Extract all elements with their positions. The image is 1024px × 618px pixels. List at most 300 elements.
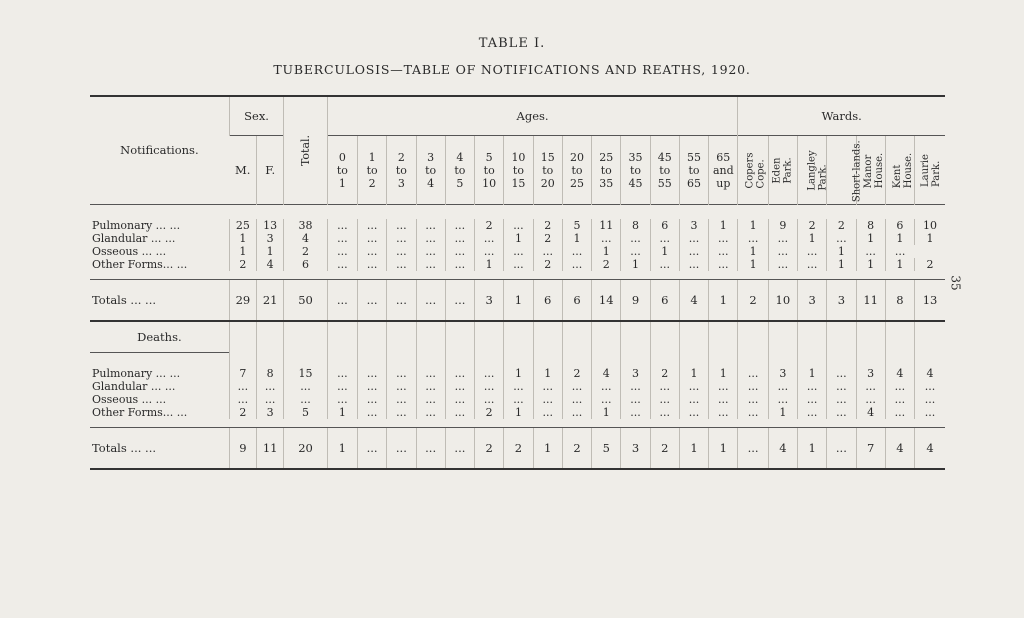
table-cell: ... bbox=[475, 232, 504, 245]
table-cell: 3 bbox=[856, 367, 885, 380]
table-cell: 2 bbox=[827, 219, 856, 232]
table-cell: 2 bbox=[738, 280, 768, 322]
table-cell: ... bbox=[915, 393, 945, 406]
table-cell: 15 bbox=[284, 367, 327, 380]
table-cell: ... bbox=[885, 380, 914, 393]
table-cell: ... bbox=[709, 380, 738, 393]
table-cell: 1 bbox=[709, 219, 738, 232]
table-cell: 1 bbox=[915, 232, 945, 245]
ward-header bbox=[885, 136, 914, 205]
age-group-label: 45 to 55 bbox=[657, 150, 672, 190]
table-cell: ... bbox=[650, 258, 679, 271]
table-cell: 1 bbox=[504, 280, 533, 322]
table-cell: 4 bbox=[856, 406, 885, 419]
table-cell: 3 bbox=[768, 367, 797, 380]
table-cell: 1 bbox=[327, 428, 357, 470]
table-cell: ... bbox=[679, 258, 708, 271]
table-cell: 1 bbox=[797, 367, 826, 380]
table-cell: ... bbox=[915, 406, 945, 419]
table-cell: 11 bbox=[257, 428, 284, 470]
table-cell: 4 bbox=[257, 258, 284, 271]
table-cell: ... bbox=[416, 219, 445, 232]
tuberculosis-table bbox=[90, 95, 945, 470]
table-cell: ... bbox=[327, 258, 357, 271]
table-cell: 1 bbox=[768, 406, 797, 419]
table-cell: 25 bbox=[229, 219, 256, 232]
table-cell: ... bbox=[738, 428, 768, 470]
table-cell: 7 bbox=[856, 428, 885, 470]
table-cell: 50 bbox=[284, 280, 327, 322]
table-cell: ... bbox=[827, 428, 856, 470]
page-number: 35 bbox=[948, 275, 963, 291]
table-cell: ... bbox=[387, 380, 416, 393]
table-cell: ... bbox=[327, 219, 357, 232]
table-cell: 1 bbox=[650, 245, 679, 258]
table-cell: ... bbox=[416, 393, 445, 406]
table-title: TABLE I. bbox=[478, 36, 546, 51]
table-cell: 3 bbox=[621, 428, 650, 470]
table-cell: ... bbox=[387, 280, 416, 322]
table-cell: 21 bbox=[257, 280, 284, 322]
age-group-header bbox=[475, 136, 504, 205]
row-label: Glandular ... ... bbox=[92, 232, 176, 245]
age-group-label: 65 and up bbox=[712, 150, 734, 190]
table-cell: ... bbox=[621, 245, 650, 258]
age-group-header bbox=[504, 136, 533, 205]
age-group-label: 2 to 3 bbox=[395, 150, 407, 190]
table-cell: ... bbox=[327, 245, 357, 258]
table-cell: 4 bbox=[885, 367, 914, 380]
table-row bbox=[90, 280, 945, 322]
age-group-header bbox=[562, 136, 591, 205]
table-cell: ... bbox=[284, 393, 327, 406]
ward-label: Laurie Park. bbox=[920, 153, 942, 187]
m-header: M. bbox=[229, 136, 256, 205]
table-cell: ... bbox=[621, 380, 650, 393]
table-cell: ... bbox=[357, 245, 386, 258]
age-group-label: 1 to 2 bbox=[366, 150, 378, 190]
table-cell: ... bbox=[827, 393, 856, 406]
table-cell: ... bbox=[533, 393, 562, 406]
ward-label: Eden Park. bbox=[771, 156, 793, 184]
table-cell: 7 bbox=[229, 367, 256, 380]
table-cell: ... bbox=[445, 245, 474, 258]
table-cell: ... bbox=[357, 219, 386, 232]
table-cell: ... bbox=[797, 258, 826, 271]
table-row bbox=[90, 245, 945, 258]
table-cell: 2 bbox=[504, 428, 533, 470]
table-cell: ... bbox=[562, 380, 591, 393]
table-cell: 3 bbox=[257, 232, 284, 245]
table-cell: ... bbox=[504, 393, 533, 406]
table-cell: ... bbox=[738, 393, 768, 406]
table-cell: 1 bbox=[885, 258, 914, 271]
table-cell: 1 bbox=[709, 428, 738, 470]
table-cell: ... bbox=[475, 245, 504, 258]
age-group-header bbox=[533, 136, 562, 205]
ward-header bbox=[768, 136, 797, 205]
age-group-label: 0 to 1 bbox=[336, 150, 348, 190]
table-cell: ... bbox=[562, 258, 591, 271]
table-cell: 1 bbox=[856, 258, 885, 271]
table-cell: 11 bbox=[592, 219, 621, 232]
table-cell: ... bbox=[885, 245, 914, 258]
table-cell: 4 bbox=[768, 428, 797, 470]
table-cell: ... bbox=[445, 367, 474, 380]
table-cell: 3 bbox=[797, 280, 826, 322]
table-cell: 1 bbox=[709, 280, 738, 322]
table-cell: 20 bbox=[284, 428, 327, 470]
table-cell: 5 bbox=[562, 219, 591, 232]
table-cell: 9 bbox=[621, 280, 650, 322]
table-cell: 1 bbox=[533, 367, 562, 380]
table-cell: ... bbox=[327, 367, 357, 380]
table-cell: ... bbox=[504, 219, 533, 232]
age-group-header bbox=[327, 136, 357, 205]
table-cell: 4 bbox=[679, 280, 708, 322]
table-cell: ... bbox=[416, 280, 445, 322]
table-cell: ... bbox=[738, 232, 768, 245]
table-cell: 2 bbox=[229, 406, 256, 419]
table-cell: 4 bbox=[284, 232, 327, 245]
table-cell: ... bbox=[621, 232, 650, 245]
age-group-header bbox=[621, 136, 650, 205]
table-cell: ... bbox=[562, 393, 591, 406]
table-cell: ... bbox=[445, 393, 474, 406]
row-label: Other Forms... ... bbox=[92, 258, 188, 271]
table-row bbox=[90, 258, 945, 271]
table-cell: ... bbox=[533, 380, 562, 393]
age-group-label: 35 to 45 bbox=[628, 150, 643, 190]
table-cell: ... bbox=[387, 219, 416, 232]
row-label: Totals ... ... bbox=[90, 428, 229, 470]
table-cell: ... bbox=[797, 406, 826, 419]
ward-header bbox=[827, 136, 863, 205]
age-group-label: 25 to 35 bbox=[599, 150, 614, 190]
table-cell: ... bbox=[445, 219, 474, 232]
table-cell: 8 bbox=[856, 219, 885, 232]
table-cell: 6 bbox=[533, 280, 562, 322]
table-cell: ... bbox=[621, 393, 650, 406]
table-cell: 1 bbox=[475, 258, 504, 271]
table-cell: ... bbox=[357, 393, 386, 406]
table-cell: ... bbox=[475, 380, 504, 393]
table-cell: ... bbox=[679, 380, 708, 393]
table-cell: 1 bbox=[797, 428, 826, 470]
table-cell: 5 bbox=[284, 406, 327, 419]
table-cell: ... bbox=[387, 232, 416, 245]
table-cell: ... bbox=[856, 393, 885, 406]
table-cell: 1 bbox=[797, 232, 826, 245]
table-cell: 4 bbox=[885, 428, 914, 470]
table-cell: ... bbox=[416, 258, 445, 271]
table-cell: ... bbox=[416, 428, 445, 470]
table-cell: 1 bbox=[592, 245, 621, 258]
table-cell: 3 bbox=[475, 280, 504, 322]
f-header: F. bbox=[257, 136, 284, 205]
table-cell: ... bbox=[357, 380, 386, 393]
age-group-label: 15 to 20 bbox=[540, 150, 555, 190]
table-cell: 1 bbox=[562, 232, 591, 245]
table-cell: 9 bbox=[768, 219, 797, 232]
table-cell: ... bbox=[768, 245, 797, 258]
age-group-header bbox=[357, 136, 386, 205]
table-cell: ... bbox=[827, 380, 856, 393]
row-label: Totals ... ... bbox=[90, 280, 229, 322]
table-cell: ... bbox=[797, 393, 826, 406]
table-cell: ... bbox=[533, 245, 562, 258]
age-group-label: 5 to 10 bbox=[482, 150, 497, 190]
table-cell: ... bbox=[679, 406, 708, 419]
table-row bbox=[90, 428, 945, 470]
table-cell: 3 bbox=[679, 219, 708, 232]
table-cell: 8 bbox=[621, 219, 650, 232]
row-label: Pulmonary ... ... bbox=[92, 367, 181, 380]
table-cell: ... bbox=[445, 258, 474, 271]
ward-label: Manor House. bbox=[862, 152, 885, 188]
table-cell: ... bbox=[592, 393, 621, 406]
table-cell: 1 bbox=[885, 232, 914, 245]
total-header-label: Total. bbox=[299, 134, 313, 167]
table-cell: 6 bbox=[885, 219, 914, 232]
table-cell: ... bbox=[387, 367, 416, 380]
age-group-header bbox=[387, 136, 416, 205]
table-cell: ... bbox=[387, 258, 416, 271]
table-cell: ... bbox=[592, 232, 621, 245]
table-cell: ... bbox=[885, 393, 914, 406]
table-cell: 1 bbox=[327, 406, 357, 419]
ward-label: Kent House. bbox=[891, 152, 914, 188]
table-cell: ... bbox=[327, 393, 357, 406]
table-cell: 6 bbox=[650, 219, 679, 232]
table-cell: 1 bbox=[229, 245, 256, 258]
table-cell: ... bbox=[768, 393, 797, 406]
table-row bbox=[90, 219, 945, 232]
table-cell: 2 bbox=[650, 367, 679, 380]
table-cell: ... bbox=[387, 245, 416, 258]
sex-header: Sex. bbox=[229, 96, 284, 136]
table-cell: 4 bbox=[592, 367, 621, 380]
ages-header: Ages. bbox=[327, 96, 738, 136]
table-cell: ... bbox=[475, 393, 504, 406]
table-cell: ... bbox=[621, 406, 650, 419]
table-cell: 1 bbox=[679, 428, 708, 470]
table-cell: 2 bbox=[284, 245, 327, 258]
table-cell: 2 bbox=[475, 428, 504, 470]
age-group-label: 10 to 15 bbox=[511, 150, 526, 190]
table-cell: 9 bbox=[229, 428, 256, 470]
row-label: Osseous ... ... bbox=[92, 393, 167, 406]
table-row bbox=[90, 380, 945, 393]
wards-header: Wards. bbox=[738, 96, 945, 136]
table-cell: 1 bbox=[257, 245, 284, 258]
table-cell: ... bbox=[327, 280, 357, 322]
table-cell: ... bbox=[856, 380, 885, 393]
age-group-header bbox=[445, 136, 474, 205]
table-cell: 1 bbox=[229, 232, 256, 245]
table-cell: 8 bbox=[885, 280, 914, 322]
ward-header bbox=[797, 136, 829, 205]
table-cell: ... bbox=[797, 380, 826, 393]
table-cell: 2 bbox=[562, 367, 591, 380]
table-cell: 2 bbox=[533, 258, 562, 271]
table-cell: 6 bbox=[650, 280, 679, 322]
table-cell: 38 bbox=[284, 219, 327, 232]
table-cell: 2 bbox=[533, 232, 562, 245]
notifications-header: Notifications. bbox=[90, 96, 229, 205]
table-cell: 13 bbox=[915, 280, 945, 322]
table-cell: ... bbox=[284, 380, 327, 393]
table-row bbox=[90, 367, 945, 380]
table-cell: 1 bbox=[738, 245, 768, 258]
table-cell: ... bbox=[327, 380, 357, 393]
table-cell: ... bbox=[650, 232, 679, 245]
age-group-header bbox=[709, 136, 738, 205]
table-cell: ... bbox=[533, 406, 562, 419]
table-cell: 3 bbox=[621, 367, 650, 380]
table-cell: 2 bbox=[229, 258, 256, 271]
table-cell: ... bbox=[357, 428, 386, 470]
table-cell: ... bbox=[357, 280, 386, 322]
table-cell: ... bbox=[357, 406, 386, 419]
table-cell: ... bbox=[738, 406, 768, 419]
table-cell: ... bbox=[562, 245, 591, 258]
table-cell: 1 bbox=[504, 367, 533, 380]
table-cell: 8 bbox=[257, 367, 284, 380]
table-cell: 2 bbox=[797, 219, 826, 232]
table-cell: 10 bbox=[768, 280, 797, 322]
table-cell: 4 bbox=[915, 367, 945, 380]
ward-header bbox=[915, 136, 945, 205]
table-cell: ... bbox=[416, 406, 445, 419]
table-cell: ... bbox=[650, 406, 679, 419]
table-cell: ... bbox=[679, 245, 708, 258]
table-cell: ... bbox=[709, 232, 738, 245]
table-cell: 2 bbox=[475, 219, 504, 232]
table-cell: 1 bbox=[738, 219, 768, 232]
age-group-header bbox=[592, 136, 621, 205]
table-cell: ... bbox=[504, 245, 533, 258]
table-cell: ... bbox=[768, 380, 797, 393]
table-cell: ... bbox=[827, 406, 856, 419]
table-cell: ... bbox=[885, 406, 914, 419]
table-cell: ... bbox=[416, 245, 445, 258]
table-cell: ... bbox=[445, 232, 474, 245]
ward-header bbox=[738, 136, 768, 205]
table-cell: 14 bbox=[592, 280, 621, 322]
age-group-header bbox=[416, 136, 445, 205]
table-cell: 2 bbox=[915, 258, 945, 271]
table-cell: ... bbox=[768, 232, 797, 245]
table-cell: ... bbox=[416, 232, 445, 245]
table-cell: ... bbox=[416, 380, 445, 393]
table-cell: ... bbox=[709, 393, 738, 406]
table-cell: ... bbox=[679, 393, 708, 406]
table-row bbox=[90, 393, 945, 406]
table-cell: ... bbox=[797, 245, 826, 258]
table-cell: 1 bbox=[504, 406, 533, 419]
table-cell: ... bbox=[229, 380, 256, 393]
age-group-label: 4 to 5 bbox=[454, 150, 466, 190]
table-cell: ... bbox=[387, 406, 416, 419]
table-cell: ... bbox=[679, 232, 708, 245]
table-cell: ... bbox=[445, 380, 474, 393]
table-cell: 2 bbox=[533, 219, 562, 232]
table-cell: ... bbox=[768, 258, 797, 271]
table-cell: ... bbox=[357, 258, 386, 271]
table-cell: 13 bbox=[257, 219, 284, 232]
table-cell: ... bbox=[357, 367, 386, 380]
row-label: Glandular ... ... bbox=[92, 380, 176, 393]
table-cell: 1 bbox=[679, 367, 708, 380]
table-cell: 3 bbox=[257, 406, 284, 419]
table-cell: 10 bbox=[915, 219, 945, 232]
table-cell: 3 bbox=[827, 280, 856, 322]
total-header bbox=[284, 96, 327, 205]
table-cell: 6 bbox=[562, 280, 591, 322]
table-cell: ... bbox=[738, 380, 768, 393]
table-cell: ... bbox=[827, 367, 856, 380]
age-group-label: 3 to 4 bbox=[425, 150, 437, 190]
table-subtitle: TUBERCULOSIS—TABLE OF NOTIFICATIONS AND REATHS, 1920. bbox=[273, 62, 751, 77]
table-cell: ... bbox=[257, 393, 284, 406]
table-cell: 4 bbox=[915, 428, 945, 470]
age-group-header bbox=[679, 136, 708, 205]
table-cell: 1 bbox=[504, 232, 533, 245]
table-cell: ... bbox=[915, 380, 945, 393]
ward-label: Short-lands. bbox=[851, 140, 863, 203]
table-cell: ... bbox=[387, 428, 416, 470]
table-cell: ... bbox=[856, 245, 885, 258]
table-cell: 1 bbox=[827, 258, 856, 271]
table-cell: 1 bbox=[738, 258, 768, 271]
table-cell: ... bbox=[445, 406, 474, 419]
ward-label: Langley Park. bbox=[806, 149, 829, 191]
table-cell: ... bbox=[504, 258, 533, 271]
table-cell: 2 bbox=[562, 428, 591, 470]
table-cell: ... bbox=[709, 245, 738, 258]
table-cell: ... bbox=[650, 393, 679, 406]
table-cell: ... bbox=[357, 232, 386, 245]
table-cell: 2 bbox=[475, 406, 504, 419]
table-cell: 1 bbox=[533, 428, 562, 470]
table-cell: 5 bbox=[592, 428, 621, 470]
table-cell: ... bbox=[445, 280, 474, 322]
table-cell: ... bbox=[445, 428, 474, 470]
table-cell: 29 bbox=[229, 280, 256, 322]
table-cell: 1 bbox=[621, 258, 650, 271]
table-cell: ... bbox=[709, 406, 738, 419]
table-cell: 1 bbox=[856, 232, 885, 245]
age-group-label: 20 to 25 bbox=[569, 150, 584, 190]
table-cell: ... bbox=[738, 367, 768, 380]
table-cell: 1 bbox=[827, 245, 856, 258]
table-cell: 11 bbox=[856, 280, 885, 322]
table-cell: ... bbox=[709, 258, 738, 271]
table-cell: 6 bbox=[284, 258, 327, 271]
row-label: Other Forms... ... bbox=[92, 406, 188, 419]
age-group-header bbox=[650, 136, 679, 205]
table-cell: ... bbox=[229, 393, 256, 406]
row-label: Osseous ... ... bbox=[92, 245, 167, 258]
table-cell: ... bbox=[327, 232, 357, 245]
table-cell: ... bbox=[416, 367, 445, 380]
table-cell: 1 bbox=[709, 367, 738, 380]
table-cell: ... bbox=[475, 367, 504, 380]
table-cell: ... bbox=[650, 380, 679, 393]
age-group-label: 55 to 65 bbox=[687, 150, 702, 190]
deaths-header: Deaths. bbox=[137, 329, 182, 344]
